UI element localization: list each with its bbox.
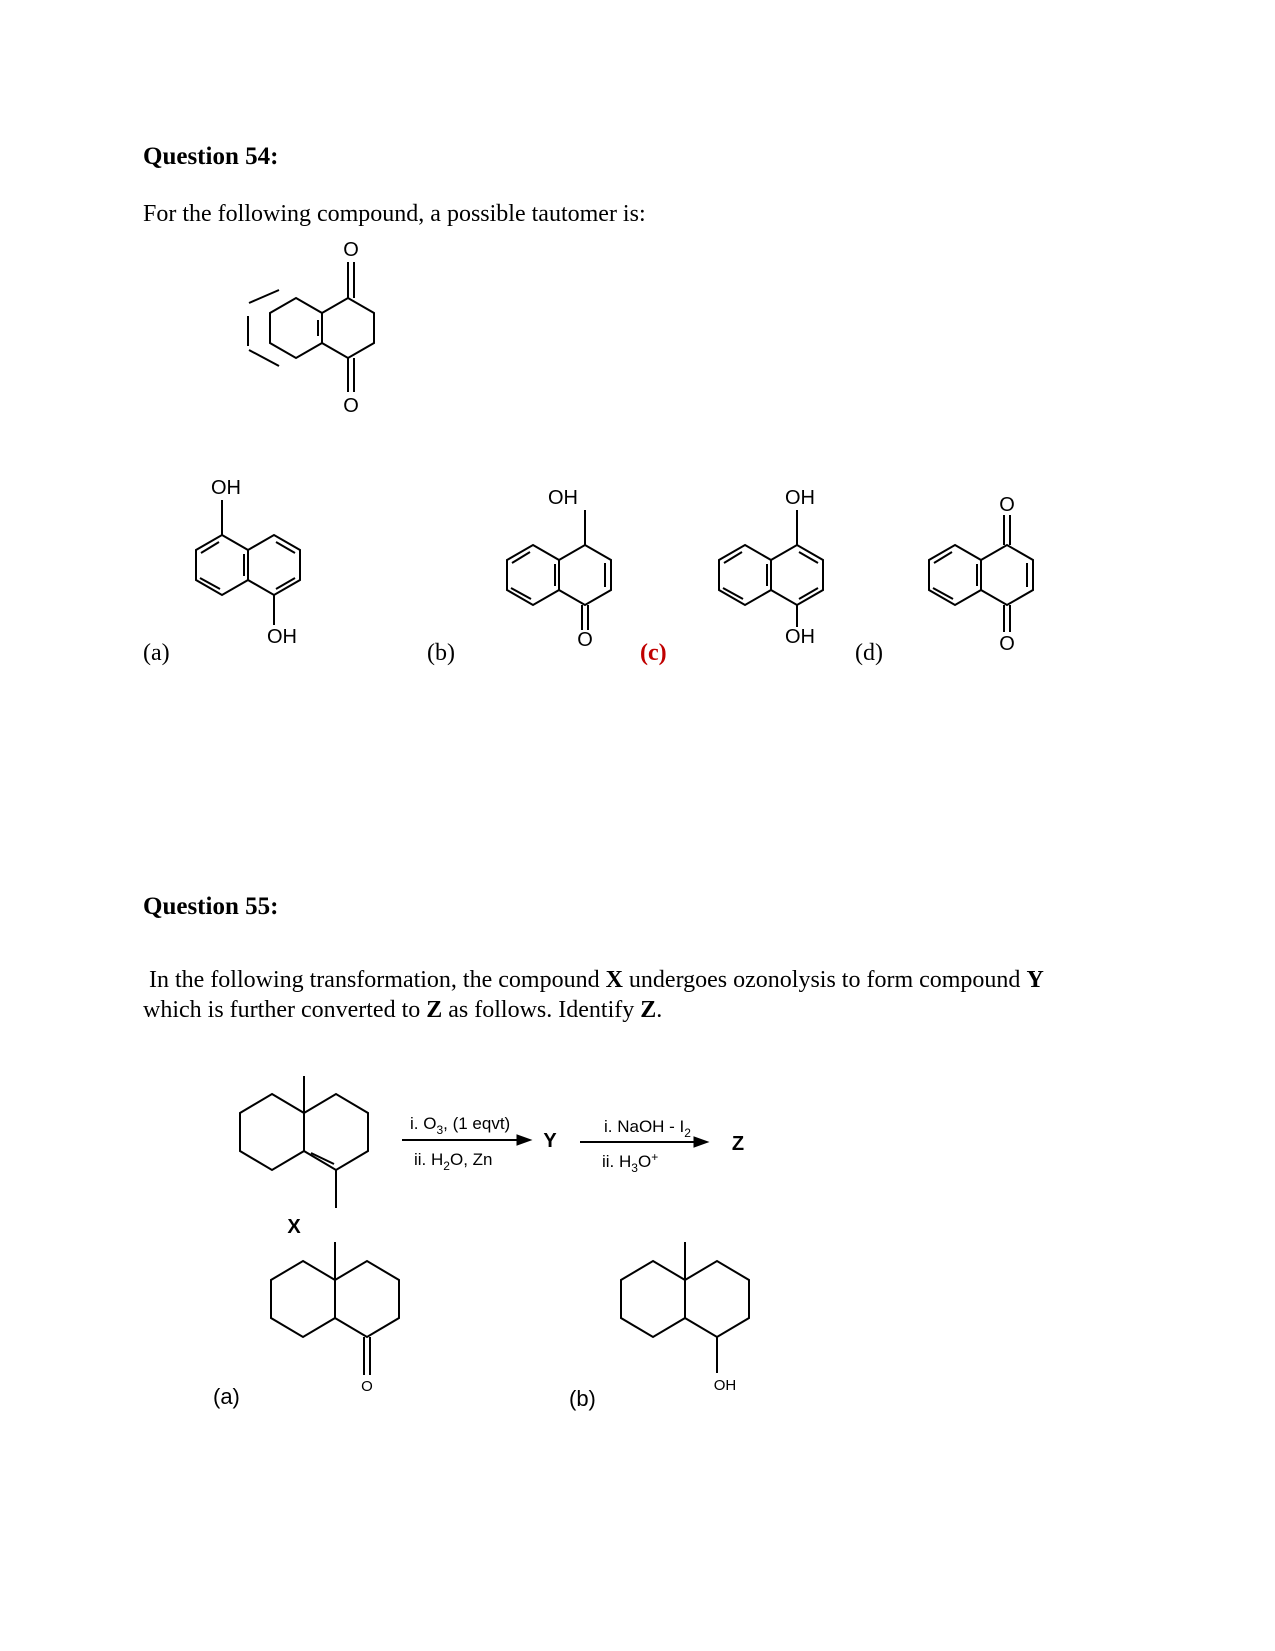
q54-heading: Question 54: [143,143,279,170]
q55-step2-reagent-1: i. NaOH - $I_2$ [604,1117,691,1140]
q55-question-text: In the following transformation, the compound X undergoes ozonolysis to form compound Y which is further converted to Z as follows. Identify Z. [143,967,1044,1023]
q55-option-a-structure [271,1242,399,1395]
q55-step1-reagent-1: i. $O_3$, (1 eqvt) [410,1114,511,1137]
q55-step2-reagent-2: ii. $H_3O^+$ [602,1150,659,1175]
q55-option-a-oxygen: O [361,1378,373,1395]
q54-question-text: For the following compound, a possible tautomer is: [143,201,646,227]
q54-option-d-label[interactable]: (d) [855,640,883,666]
q54-option-b-label[interactable]: (b) [427,640,455,666]
q54-compound-bottom-oxygen: O [343,395,359,417]
q54-option-c-bottom-oh: OH [785,626,815,648]
q54-compound-top-oxygen: O [343,239,359,261]
q54-option-d-top-oxygen: O [999,494,1015,516]
q55-product-z-label: Z [731,1133,745,1155]
q54-option-b-oxygen: O [577,629,593,651]
q55-option-b-oh: OH [713,1377,737,1394]
q55-intermediate-y-label: Y [543,1130,557,1152]
q54-option-d-bottom-oxygen: O [999,633,1015,655]
q55-compound-x-label: X [287,1216,301,1238]
q55-step1-reagent-2: ii. $H_2O$, Zn [414,1150,493,1173]
q55-option-b-structure [621,1242,749,1394]
q54-option-c-label[interactable]: (c) [640,640,667,666]
q55-option-a-label[interactable]: (a) [213,1384,240,1409]
q55-heading: Question 55: [143,893,279,920]
q54-option-c-top-oh: OH [785,487,815,509]
q54-option-a-label[interactable]: (a) [143,640,170,666]
q54-option-b-oh: OH [548,487,578,509]
q55-option-b-label[interactable]: (b) [569,1386,596,1411]
q54-option-a-bottom-oh: OH [267,626,297,648]
q54-option-a-top-oh: OH [211,477,241,499]
